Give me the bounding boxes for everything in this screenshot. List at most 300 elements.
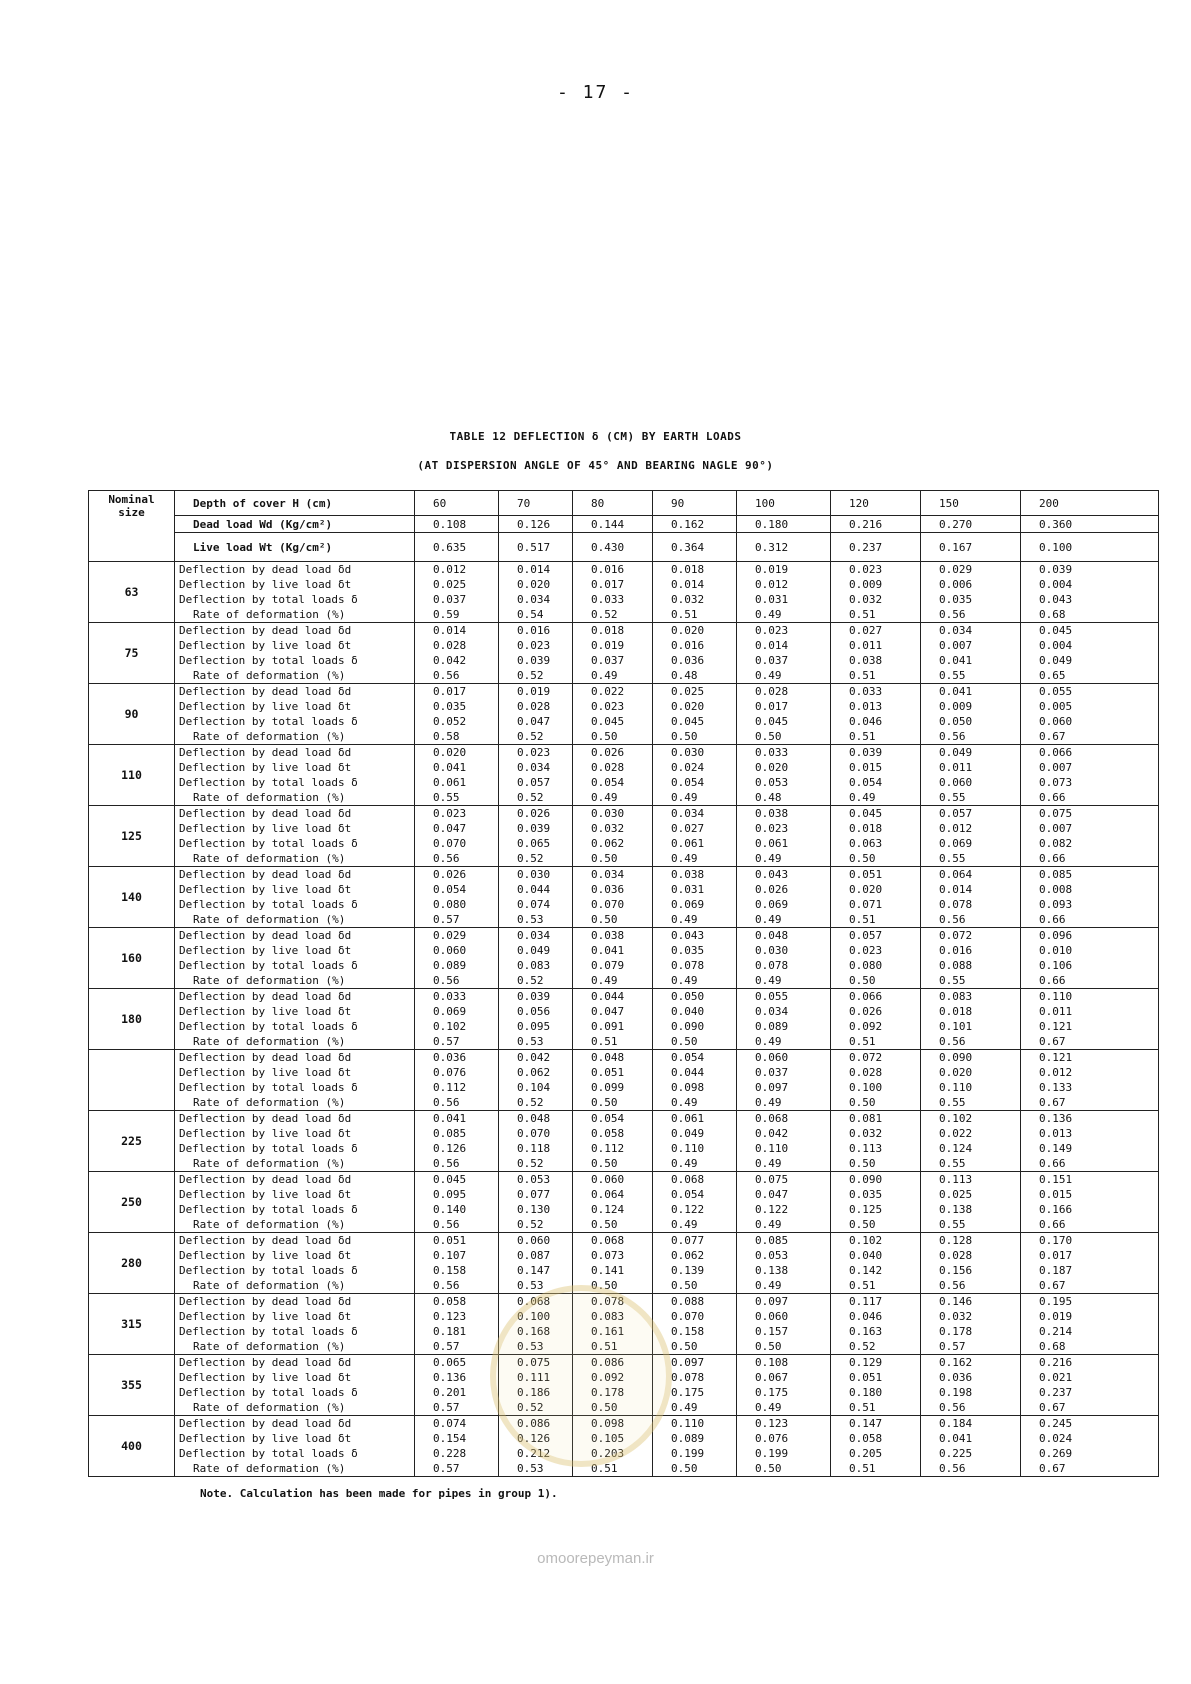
rate-value: 0.50 [849, 1157, 876, 1170]
total-value: 0.069 [939, 837, 973, 850]
rate-value: 0.50 [671, 1340, 698, 1353]
value-cell [499, 1233, 573, 1294]
value-cell [415, 989, 499, 1050]
value-cell [415, 1233, 499, 1294]
value-cell [921, 806, 1021, 867]
nominal-size-header: Nominal size [89, 491, 175, 562]
live-value: 0.022 [939, 1127, 973, 1140]
rate-value: 0.50 [591, 1096, 618, 1109]
live-row-label: Deflection by live load δt [179, 1432, 352, 1445]
dead-value: 0.072 [849, 1051, 883, 1064]
live-value: 0.032 [939, 1310, 973, 1323]
live-value: 0.039 [517, 822, 551, 835]
dead-value: 0.020 [433, 746, 467, 759]
value-cell [1021, 989, 1159, 1050]
rate-value: 0.49 [591, 669, 618, 682]
value-cell [415, 1111, 499, 1172]
total-value: 0.091 [591, 1020, 625, 1033]
value-cell [737, 684, 831, 745]
dead-value: 0.054 [591, 1112, 625, 1125]
dead-value: 0.086 [517, 1417, 551, 1430]
value-cell [415, 1416, 499, 1477]
value-cell [831, 623, 921, 684]
value-cell [831, 562, 921, 623]
total-value: 0.175 [671, 1386, 705, 1399]
total-value: 0.166 [1039, 1203, 1073, 1216]
rate-value: 0.56 [433, 1096, 460, 1109]
rate-value: 0.66 [1039, 791, 1066, 804]
row-labels-cell [175, 684, 415, 745]
value-cell [415, 928, 499, 989]
total-value: 0.118 [517, 1142, 551, 1155]
value-cell [1021, 684, 1159, 745]
row-labels-cell [175, 745, 415, 806]
live-value: 0.041 [591, 944, 625, 957]
total-row-label: Deflection by total loads δ [179, 654, 358, 667]
dead-value: 0.036 [433, 1051, 467, 1064]
value-cell [573, 684, 653, 745]
value-cell [737, 1172, 831, 1233]
rate-value: 0.52 [517, 974, 544, 987]
total-value: 0.099 [591, 1081, 625, 1094]
dead-value: 0.085 [755, 1234, 789, 1247]
dead-value: 0.123 [755, 1417, 789, 1430]
dead-value: 0.017 [433, 685, 467, 698]
value-cell [415, 867, 499, 928]
rate-value: 0.49 [671, 1218, 698, 1231]
total-value: 0.138 [755, 1264, 789, 1277]
live-value: 0.012 [1039, 1066, 1073, 1079]
rate-row-label: Rate of deformation (%) [193, 974, 346, 987]
value-cell [831, 989, 921, 1050]
dead-value: 0.041 [939, 685, 973, 698]
dead-load-cell: 0.108 [415, 516, 499, 533]
dead-row-label: Deflection by dead load δd [179, 563, 352, 576]
total-value: 0.102 [433, 1020, 467, 1033]
row-labels-cell [175, 623, 415, 684]
rate-value: 0.51 [591, 1462, 618, 1475]
dead-load-cell: 0.360 [1021, 516, 1159, 533]
total-value: 0.178 [591, 1386, 625, 1399]
nominal-size-cell: 225 [89, 1111, 175, 1172]
rate-value: 0.54 [517, 608, 544, 621]
total-value: 0.045 [591, 715, 625, 728]
row-labels-cell [175, 1172, 415, 1233]
dead-row-label: Deflection by dead load δd [179, 929, 352, 942]
rate-value: 0.49 [591, 791, 618, 804]
row-labels-cell [175, 1294, 415, 1355]
size-group-row [89, 623, 1159, 684]
nominal-size-cell [89, 1050, 175, 1111]
total-value: 0.057 [517, 776, 551, 789]
dead-row-label: Deflection by dead load δd [179, 807, 352, 820]
rate-value: 0.55 [939, 791, 966, 804]
dead-value: 0.078 [591, 1295, 625, 1308]
live-value: 0.054 [433, 883, 467, 896]
total-value: 0.178 [939, 1325, 973, 1338]
live-value: 0.054 [671, 1188, 705, 1201]
size-group-row [89, 684, 1159, 745]
live-value: 0.060 [433, 944, 467, 957]
live-value: 0.031 [671, 883, 705, 896]
value-cell [921, 1050, 1021, 1111]
rate-value: 0.49 [755, 1096, 782, 1109]
live-value: 0.028 [433, 639, 467, 652]
total-value: 0.199 [671, 1447, 705, 1460]
live-load-cell: 0.237 [831, 533, 921, 562]
total-value: 0.112 [591, 1142, 625, 1155]
live-value: 0.026 [755, 883, 789, 896]
live-value: 0.049 [517, 944, 551, 957]
total-value: 0.070 [591, 898, 625, 911]
dead-value: 0.060 [755, 1051, 789, 1064]
value-cell [499, 623, 573, 684]
rate-value: 0.52 [517, 1157, 544, 1170]
dead-value: 0.060 [591, 1173, 625, 1186]
rate-value: 0.49 [671, 791, 698, 804]
value-cell [1021, 1172, 1159, 1233]
rate-value: 0.68 [1039, 1340, 1066, 1353]
depth-cell: 150 [921, 491, 1021, 516]
rate-row-label: Rate of deformation (%) [193, 608, 346, 621]
depth-cell: 120 [831, 491, 921, 516]
dead-load-cell: 0.126 [499, 516, 573, 533]
live-value: 0.008 [1039, 883, 1073, 896]
value-cell [415, 684, 499, 745]
live-value: 0.069 [433, 1005, 467, 1018]
value-cell [831, 1294, 921, 1355]
live-value: 0.018 [939, 1005, 973, 1018]
rate-value: 0.50 [671, 1035, 698, 1048]
live-row-label: Deflection by live load δt [179, 1188, 352, 1201]
total-value: 0.089 [433, 959, 467, 972]
size-group-row [89, 989, 1159, 1050]
dead-value: 0.016 [591, 563, 625, 576]
value-cell [653, 1416, 737, 1477]
total-row-label: Deflection by total loads δ [179, 959, 358, 972]
dead-value: 0.068 [755, 1112, 789, 1125]
live-value: 0.126 [517, 1432, 551, 1445]
value-cell [573, 989, 653, 1050]
total-value: 0.073 [1039, 776, 1073, 789]
row-labels-cell [175, 1050, 415, 1111]
table-subtitle: (AT DISPERSION ANGLE OF 45° AND BEARING NAGLE 90°) [417, 459, 774, 472]
live-value: 0.020 [755, 761, 789, 774]
dead-value: 0.068 [517, 1295, 551, 1308]
dead-value: 0.030 [671, 746, 705, 759]
dead-load-cell: 0.144 [573, 516, 653, 533]
live-value: 0.032 [849, 1127, 883, 1140]
rate-value: 0.67 [1039, 1096, 1066, 1109]
live-value: 0.012 [755, 578, 789, 591]
value-cell [737, 562, 831, 623]
value-cell [921, 989, 1021, 1050]
total-value: 0.121 [1039, 1020, 1073, 1033]
size-group-row [89, 806, 1159, 867]
dead-value: 0.033 [755, 746, 789, 759]
value-cell [737, 806, 831, 867]
dead-value: 0.034 [591, 868, 625, 881]
total-value: 0.112 [433, 1081, 467, 1094]
total-value: 0.031 [755, 593, 789, 606]
live-value: 0.037 [755, 1066, 789, 1079]
dead-value: 0.027 [849, 624, 883, 637]
header-dead-load-row [89, 516, 1159, 533]
rate-value: 0.49 [671, 1157, 698, 1170]
live-value: 0.062 [517, 1066, 551, 1079]
dead-value: 0.097 [671, 1356, 705, 1369]
dead-value: 0.055 [755, 990, 789, 1003]
rate-value: 0.57 [433, 1340, 460, 1353]
value-cell [737, 1050, 831, 1111]
live-value: 0.027 [671, 822, 705, 835]
size-group-row [89, 1172, 1159, 1233]
dead-value: 0.075 [755, 1173, 789, 1186]
live-row-label: Deflection by live load δt [179, 883, 352, 896]
value-cell [921, 562, 1021, 623]
total-value: 0.032 [849, 593, 883, 606]
value-cell [831, 684, 921, 745]
total-value: 0.205 [849, 1447, 883, 1460]
rate-value: 0.52 [517, 1218, 544, 1231]
rate-value: 0.56 [433, 669, 460, 682]
value-cell [573, 806, 653, 867]
row-labels-cell [175, 1111, 415, 1172]
live-load-label: Live load Wt (Kg/cm²) [175, 533, 415, 562]
rate-value: 0.50 [591, 730, 618, 743]
total-value: 0.139 [671, 1264, 705, 1277]
rate-value: 0.49 [755, 1035, 782, 1048]
rate-value: 0.49 [849, 791, 876, 804]
rate-value: 0.58 [433, 730, 460, 743]
watermark-seal [490, 1285, 672, 1467]
live-value: 0.020 [849, 883, 883, 896]
live-value: 0.014 [671, 578, 705, 591]
dead-value: 0.121 [1039, 1051, 1073, 1064]
rate-value: 0.50 [849, 1218, 876, 1231]
dead-value: 0.014 [433, 624, 467, 637]
dead-value: 0.057 [939, 807, 973, 820]
nominal-size-cell: 400 [89, 1416, 175, 1477]
value-cell [653, 928, 737, 989]
total-row-label: Deflection by total loads δ [179, 1447, 358, 1460]
rate-row-label: Rate of deformation (%) [193, 852, 346, 865]
value-cell [499, 1050, 573, 1111]
live-value: 0.092 [591, 1371, 625, 1384]
total-value: 0.037 [591, 654, 625, 667]
dead-value: 0.058 [433, 1295, 467, 1308]
size-group-row [89, 745, 1159, 806]
live-value: 0.105 [591, 1432, 625, 1445]
live-value: 0.025 [433, 578, 467, 591]
dead-load-cell: 0.270 [921, 516, 1021, 533]
value-cell [499, 928, 573, 989]
nominal-size-cell: 125 [89, 806, 175, 867]
total-value: 0.142 [849, 1264, 883, 1277]
dead-value: 0.075 [517, 1356, 551, 1369]
rate-value: 0.50 [755, 1340, 782, 1353]
table-note: Note. Calculation has been made for pipes in group 1). [200, 1487, 558, 1500]
total-value: 0.088 [939, 959, 973, 972]
live-value: 0.078 [671, 1371, 705, 1384]
value-cell [415, 806, 499, 867]
value-cell [737, 928, 831, 989]
value-cell [921, 928, 1021, 989]
dead-value: 0.034 [517, 929, 551, 942]
dead-value: 0.129 [849, 1356, 883, 1369]
total-value: 0.122 [755, 1203, 789, 1216]
dead-value: 0.090 [939, 1051, 973, 1064]
size-group-row [89, 928, 1159, 989]
rate-value: 0.50 [671, 1279, 698, 1292]
rate-row-label: Rate of deformation (%) [193, 913, 346, 926]
live-value: 0.053 [755, 1249, 789, 1262]
live-value: 0.016 [939, 944, 973, 957]
total-value: 0.050 [939, 715, 973, 728]
row-labels-cell [175, 806, 415, 867]
value-cell [573, 1050, 653, 1111]
live-value: 0.046 [849, 1310, 883, 1323]
dead-value: 0.034 [939, 624, 973, 637]
total-value: 0.061 [755, 837, 789, 850]
live-row-label: Deflection by live load δt [179, 1066, 352, 1079]
depth-cell: 60 [415, 491, 499, 516]
total-row-label: Deflection by total loads δ [179, 593, 358, 606]
live-value: 0.111 [517, 1371, 551, 1384]
live-value: 0.004 [1039, 578, 1073, 591]
live-value: 0.024 [671, 761, 705, 774]
dead-value: 0.048 [591, 1051, 625, 1064]
dead-value: 0.041 [433, 1112, 467, 1125]
total-value: 0.140 [433, 1203, 467, 1216]
live-value: 0.040 [671, 1005, 705, 1018]
dead-value: 0.065 [433, 1356, 467, 1369]
dead-value: 0.049 [939, 746, 973, 759]
total-row-label: Deflection by total loads δ [179, 1142, 358, 1155]
rate-value: 0.59 [433, 608, 460, 621]
dead-value: 0.170 [1039, 1234, 1073, 1247]
total-value: 0.100 [849, 1081, 883, 1094]
total-value: 0.201 [433, 1386, 467, 1399]
total-value: 0.078 [939, 898, 973, 911]
rate-value: 0.65 [1039, 669, 1066, 682]
rate-value: 0.50 [671, 730, 698, 743]
dead-value: 0.128 [939, 1234, 973, 1247]
value-cell [499, 1172, 573, 1233]
dead-row-label: Deflection by dead load δd [179, 868, 352, 881]
rate-value: 0.49 [671, 852, 698, 865]
dead-value: 0.051 [849, 868, 883, 881]
total-value: 0.049 [1039, 654, 1073, 667]
live-load-cell: 0.167 [921, 533, 1021, 562]
dead-value: 0.051 [433, 1234, 467, 1247]
live-value: 0.023 [517, 639, 551, 652]
dead-value: 0.029 [939, 563, 973, 576]
total-row-label: Deflection by total loads δ [179, 1264, 358, 1277]
live-value: 0.035 [849, 1188, 883, 1201]
total-value: 0.149 [1039, 1142, 1073, 1155]
live-row-label: Deflection by live load δt [179, 578, 352, 591]
live-value: 0.070 [517, 1127, 551, 1140]
live-value: 0.107 [433, 1249, 467, 1262]
total-value: 0.045 [671, 715, 705, 728]
live-row-label: Deflection by live load δt [179, 700, 352, 713]
dead-row-label: Deflection by dead load δd [179, 1417, 352, 1430]
total-value: 0.092 [849, 1020, 883, 1033]
value-cell [1021, 745, 1159, 806]
total-value: 0.070 [433, 837, 467, 850]
value-cell [737, 623, 831, 684]
live-value: 0.089 [671, 1432, 705, 1445]
dead-row-label: Deflection by dead load δd [179, 990, 352, 1003]
dead-value: 0.072 [939, 929, 973, 942]
depth-cell: 200 [1021, 491, 1159, 516]
live-value: 0.058 [591, 1127, 625, 1140]
live-value: 0.035 [671, 944, 705, 957]
total-value: 0.133 [1039, 1081, 1073, 1094]
total-value: 0.035 [939, 593, 973, 606]
total-value: 0.237 [1039, 1386, 1073, 1399]
total-value: 0.110 [671, 1142, 705, 1155]
total-value: 0.168 [517, 1325, 551, 1338]
dead-value: 0.066 [1039, 746, 1073, 759]
depth-cell: 90 [653, 491, 737, 516]
rate-value: 0.52 [517, 669, 544, 682]
dead-value: 0.026 [517, 807, 551, 820]
rate-row-label: Rate of deformation (%) [193, 1218, 346, 1231]
total-value: 0.106 [1039, 959, 1073, 972]
rate-value: 0.52 [517, 1401, 544, 1414]
dead-value: 0.081 [849, 1112, 883, 1125]
live-value: 0.040 [849, 1249, 883, 1262]
rate-value: 0.55 [939, 1157, 966, 1170]
value-cell [499, 989, 573, 1050]
dead-value: 0.085 [1039, 868, 1073, 881]
rate-value: 0.57 [433, 1462, 460, 1475]
value-cell [1021, 1416, 1159, 1477]
rate-value: 0.50 [849, 1096, 876, 1109]
value-cell [653, 1050, 737, 1111]
dead-value: 0.117 [849, 1295, 883, 1308]
rate-value: 0.49 [755, 852, 782, 865]
live-row-label: Deflection by live load δt [179, 639, 352, 652]
live-row-label: Deflection by live load δt [179, 822, 352, 835]
nominal-size-cell: 63 [89, 562, 175, 623]
total-value: 0.180 [849, 1386, 883, 1399]
total-value: 0.141 [591, 1264, 625, 1277]
dead-value: 0.064 [939, 868, 973, 881]
live-value: 0.012 [939, 822, 973, 835]
total-value: 0.054 [591, 776, 625, 789]
live-row-label: Deflection by live load δt [179, 1005, 352, 1018]
dead-value: 0.019 [517, 685, 551, 698]
total-value: 0.061 [671, 837, 705, 850]
value-cell [921, 1111, 1021, 1172]
total-value: 0.122 [671, 1203, 705, 1216]
rate-value: 0.56 [433, 1218, 460, 1231]
dead-value: 0.029 [433, 929, 467, 942]
value-cell [653, 1233, 737, 1294]
rate-value: 0.53 [517, 1035, 544, 1048]
value-cell [831, 1172, 921, 1233]
live-value: 0.006 [939, 578, 973, 591]
rate-value: 0.49 [755, 1218, 782, 1231]
live-value: 0.036 [591, 883, 625, 896]
value-cell [1021, 1233, 1159, 1294]
rate-row-label: Rate of deformation (%) [193, 730, 346, 743]
value-cell [1021, 623, 1159, 684]
value-cell [415, 1294, 499, 1355]
